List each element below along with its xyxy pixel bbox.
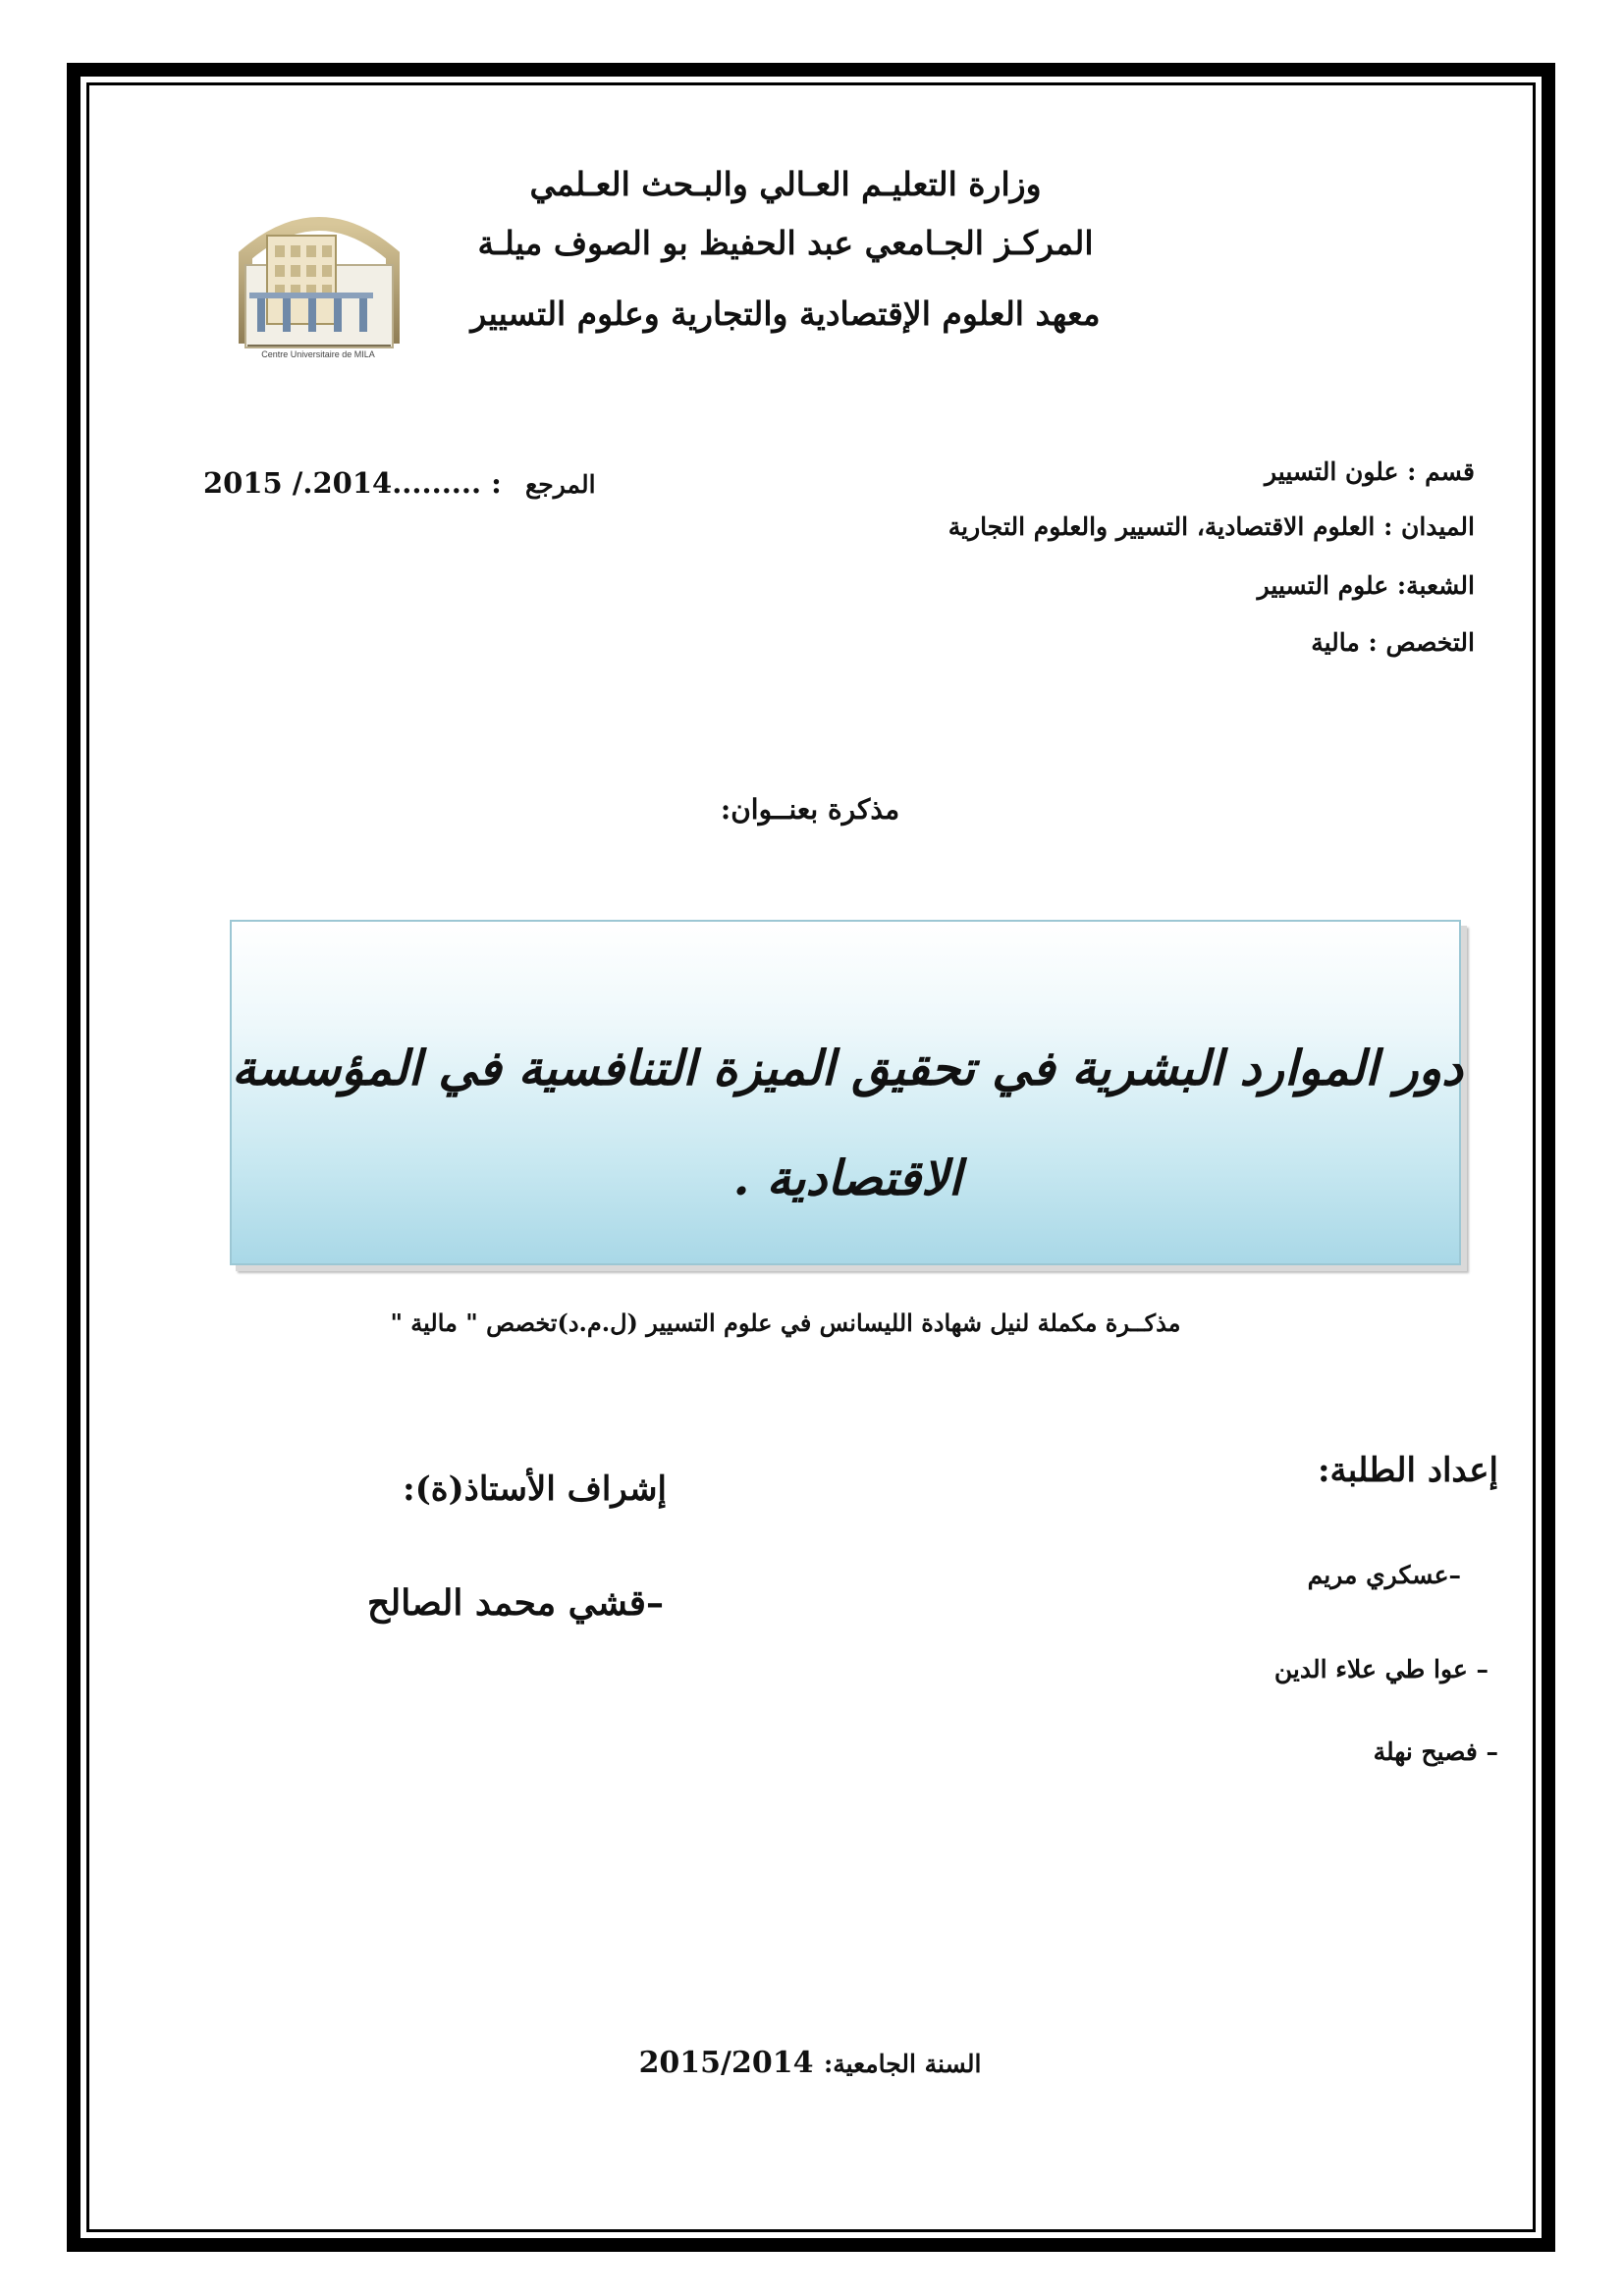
institute-line: معهد العلوم الإقتصادية والتجارية وعلوم التسيير	[470, 294, 1101, 333]
thesis-title-line-2: الاقتصادية .	[732, 1149, 962, 1206]
branch-line: الشعبة: علوم التسيير	[1257, 571, 1475, 600]
logo-caption: Centre Universitaire de MILA	[261, 349, 375, 359]
student-name-3: – فصيح نهلة	[1373, 1737, 1498, 1766]
student-name-2: – عوا طي علاء الدين	[1273, 1655, 1489, 1683]
supervisor-heading: إشراف الأستاذ(ة):	[403, 1469, 667, 1509]
supervisor-name: –قشي محمد الصالح	[367, 1582, 664, 1624]
academic-year-value: 2015/2014	[638, 2046, 814, 2080]
degree-subtitle: مذكــرة مكملة لنيل شهادة الليسانس في علوم التسيير (ل.م.د)تخصص " مالية "	[390, 1308, 1181, 1337]
reference-label: المرجع	[525, 470, 596, 499]
thesis-title-line-1: دور الموارد البشرية في تحقيق الميزة التنافسية في المؤسسة	[232, 1040, 1463, 1096]
university-logo	[228, 196, 410, 361]
academic-year	[540, 2046, 1080, 2080]
academic-year-label: السنة الجامعية:	[823, 2050, 982, 2078]
department-line: قسم : علون التسيير	[1265, 457, 1475, 486]
reference-line	[203, 466, 596, 500]
students-heading: إعداد الطلبة:	[1318, 1451, 1498, 1490]
thesis-title-box	[230, 920, 1461, 1265]
field-line: الميدان : العلوم الاقتصادية، التسيير والعلوم التجارية	[947, 512, 1475, 541]
reference-value: 2015 /.2014......... :	[203, 466, 502, 500]
student-name-1: –عسكري مريم	[1307, 1561, 1461, 1589]
university-center-line: المركـز الجـامعي عبد الحفيظ بو الصوف ميلـة	[477, 224, 1094, 262]
memo-label: مذكرة بعنــوان:	[720, 793, 900, 826]
specialty-line: التخصص : مالية	[1311, 628, 1475, 657]
ministry-line: وزارة التعليـم العـالي والبـحث العـلمي	[529, 165, 1042, 203]
